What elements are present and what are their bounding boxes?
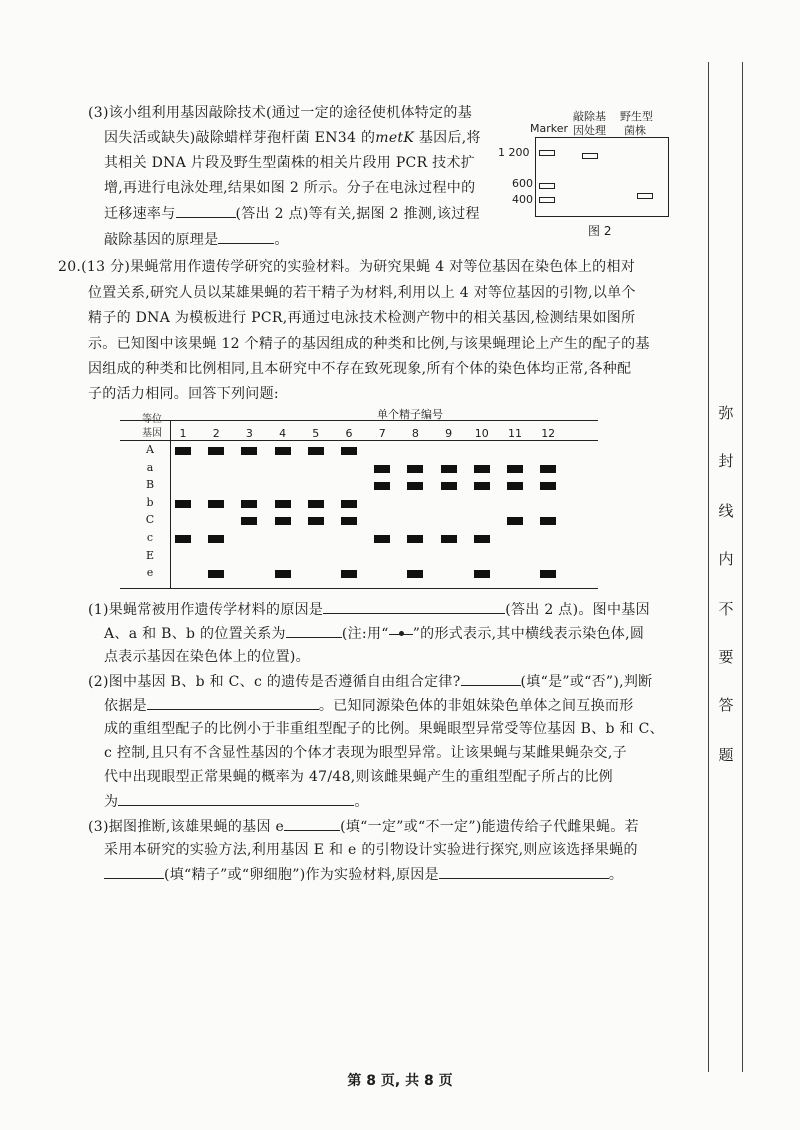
q20-p2-line-1 (88, 670, 652, 693)
q20-p1-line-2 (104, 622, 644, 645)
side-char-5: 不 (718, 600, 734, 618)
side-char-1: 弥 (718, 404, 734, 422)
sperm-number-10: 10 (474, 427, 489, 440)
q20-line-2: 位置关系,研究人员以某雄果蝇的若干精子为材料,利用以上 4 对等位基因的引物,以单个 (88, 285, 636, 301)
gel-band-B-12 (540, 482, 556, 490)
gel-band-b-4 (275, 500, 291, 508)
gel-band-a-10 (474, 465, 490, 473)
gel-band-b-2 (208, 500, 224, 508)
gel-header-left-1: 等位 (142, 414, 162, 425)
fig2-wild-band (637, 193, 653, 199)
gel-band-c-9 (441, 535, 457, 543)
gel-band-C-12 (540, 517, 556, 525)
binding-line-left (708, 62, 709, 1072)
gel-band-c-1 (175, 535, 191, 543)
gel-band-A-5 (308, 447, 324, 455)
fig2-marker-band-1200 (539, 150, 555, 156)
answer-blank-position[interactable] (286, 622, 342, 638)
gel-band-c-7 (374, 535, 390, 543)
answer-blank-inherit[interactable] (284, 815, 340, 831)
side-char-7: 答 (718, 696, 734, 714)
q20-p3-l1b: (填“一定”或“不一定”)能遗传给子代雌果蝇。若 (340, 819, 639, 835)
q19-line-2 (104, 127, 481, 149)
answer-blank-ratio[interactable] (118, 790, 354, 806)
q20-p2-line-2 (104, 694, 634, 717)
sperm-number-7: 7 (378, 427, 386, 440)
q20-p1-l1a: (1)果蝇常被用作遗传学材料的原因是 (88, 602, 324, 618)
q19-line-2-text: 因失活或缺失)敲除蜡样芽孢杆菌 EN34 的 (104, 130, 376, 146)
answer-blank-reason[interactable] (323, 598, 505, 614)
q19-line-6-tail: 。 (274, 232, 289, 248)
q20-p2-line-4: c 控制,且只有不含显性基因的个体才表现为眼型异常。让该果蝇与某雌果蝇杂交,子 (104, 745, 627, 761)
gel-band-C-5 (308, 517, 324, 525)
gel-band-A-1 (175, 447, 191, 455)
gel-band-A-4 (275, 447, 291, 455)
fig2-gel-frame (535, 137, 669, 217)
gel-band-b-3 (241, 500, 257, 508)
gel-band-B-11 (507, 482, 523, 490)
gel-band-e-2 (208, 570, 224, 578)
q20-p1-line-1 (88, 598, 650, 621)
gel-band-B-8 (407, 482, 423, 490)
q20-p1-l1b: (答出 2 点)。图中基因 (505, 602, 650, 618)
q20-p2-line-5: 代中出现眼型正常果蝇的概率为 47/48,则该雌果蝇产生的重组型配子所占的比例 (104, 769, 613, 785)
q20-p3-l1a: (3)据图推断,该雄果蝇的基因 e (88, 819, 285, 835)
gel-band-a-7 (374, 465, 390, 473)
fig2-size-400: 400 (512, 193, 533, 206)
gel-band-C-6 (341, 517, 357, 525)
gene-label-C: C (145, 513, 155, 527)
q20-p2-l1b: (填“是”或“否”),判断 (520, 674, 653, 690)
answer-blank-material[interactable] (104, 863, 164, 879)
q20-p3-line-3 (104, 863, 623, 886)
answer-blank-free-comb[interactable] (461, 670, 521, 686)
gel-band-A-6 (341, 447, 357, 455)
q20-p2-l6a: 为 (104, 794, 119, 810)
q20-p2-l2a: 依据是 (104, 698, 147, 714)
fig2-marker-band-400 (539, 197, 555, 203)
sperm-number-3: 3 (245, 427, 253, 440)
gene-label-a: a (146, 460, 154, 474)
q20-p3-l3b: 。 (608, 867, 624, 883)
q20-p1-l2c: ”的形式表示,其中横线表示染色体,圆 (412, 626, 645, 642)
answer-blank-rate[interactable] (176, 202, 236, 218)
gene-label-e: e (146, 566, 154, 580)
sperm-number-8: 8 (411, 427, 419, 440)
gel-band-e-10 (474, 570, 490, 578)
gel-divider (170, 420, 171, 588)
q20-p2-line-3: 成的重组型配子的比例小于非重组型配子的比例。果蝇眼型异常受等位基因 B、b 和 C、 (104, 721, 664, 737)
q20-p3-line-1 (88, 815, 639, 838)
gene-label-c: c (146, 531, 154, 544)
sperm-number-6: 6 (345, 427, 353, 440)
fig2-col-marker: Marker (530, 122, 569, 135)
metk-gene: metK (375, 130, 415, 146)
gel-band-a-9 (441, 465, 457, 473)
gel-band-c-8 (407, 535, 423, 543)
q19-line-1: (3)该小组利用基因敲除技术(通过一定的途径使机体特定的基 (88, 105, 472, 121)
fig2-col-wild-1: 野生型 (620, 110, 653, 123)
gel-band-c-10 (474, 535, 490, 543)
gel-band-e-12 (540, 570, 556, 578)
side-char-6: 要 (718, 648, 734, 666)
gel-band-a-8 (407, 465, 423, 473)
gel-header-left-2: 基因 (142, 428, 162, 439)
gel-band-C-11 (507, 517, 523, 525)
gene-label-b: b (146, 495, 154, 509)
q20-p3-line-2: 采用本研究的实验方法,利用基因 E 和 e 的引物设计实验进行探究,则应该选择果蝇的 (104, 842, 638, 858)
gene-label-B: B (145, 478, 155, 492)
binding-line-right (742, 62, 743, 1072)
fig2-size-1200: 1 200 (498, 146, 530, 159)
q20-p3-l3a: (填“精子”或“卵细胞”)作为实验材料,原因是 (164, 867, 439, 883)
side-char-4: 内 (718, 550, 734, 568)
sperm-number-5: 5 (312, 427, 320, 440)
side-char-8: 题 (718, 746, 734, 764)
q20-line-6: 子的活力相同。回答下列问题: (88, 386, 279, 402)
gel-band-b-6 (341, 500, 357, 508)
q20-line-5: 因组成的种类和比例相同,且本研究中不存在致死现象,所有个体的染色体均正常,各种配 (88, 361, 632, 377)
gel-band-B-9 (441, 482, 457, 490)
gel-band-B-10 (474, 482, 490, 490)
q19-line-5 (104, 202, 480, 225)
side-char-3: 线 (718, 502, 734, 520)
gel-band-e-6 (341, 570, 357, 578)
gel-band-e-8 (407, 570, 423, 578)
q20-p2-l2b: 。已知同源染色体的非姐妹染色单体之间互换而形 (318, 698, 634, 714)
q20-line-1: 20.(13 分)果蝇常用作遗传学研究的实验材料。为研究果蝇 4 对等位基因在染色体上的相对 (58, 259, 636, 275)
fig2-col-knockout-2: 因处理 (573, 124, 606, 137)
gel-band-B-7 (374, 482, 390, 490)
sperm-number-12: 12 (541, 427, 556, 440)
q20-line-4: 示。已知图中该果蝇 12 个精子的基因组成的种类和比例,与该果蝇理论上产生的配子的基 (88, 336, 650, 352)
q19-line-5-tail: (答出 2 点)等有关,据图 2 推测,该过程 (235, 206, 480, 222)
fig2-size-600: 600 (512, 177, 533, 190)
answer-blank-material-reason[interactable] (439, 863, 609, 879)
gel-band-A-2 (208, 447, 224, 455)
gel-band-C-4 (275, 517, 291, 525)
answer-blank-basis[interactable] (147, 694, 319, 710)
side-char-2: 封 (718, 452, 734, 470)
gel-band-e-4 (275, 570, 291, 578)
gel-band-a-12 (540, 465, 556, 473)
gene-label-E: E (145, 548, 155, 562)
fig2-marker-band-600 (539, 183, 555, 189)
q19-line-4: 增,再进行电泳处理,结果如图 2 所示。分子在电泳过程中的 (104, 180, 476, 196)
q19-line-6-text: 敲除基因的原理是 (104, 232, 219, 248)
answer-blank-principle[interactable] (218, 228, 274, 244)
q19-line-5-text: 迁移速率与 (104, 206, 176, 222)
page-footer: 第 8 页, 共 8 页 (347, 1073, 453, 1089)
sperm-number-1: 1 (179, 427, 187, 440)
fig2-knockout-band (582, 153, 598, 159)
gel-band-C-3 (241, 517, 257, 525)
q20-line-3: 精子的 DNA 为模板进行 PCR,再通过电泳技术检测产物中的相关基因,检测结果如图所 (88, 310, 636, 326)
gel-header-right: 单个精子编号 (377, 408, 443, 421)
gel-bottom-rule (120, 588, 598, 589)
gel-header-rule (120, 440, 598, 441)
q19-line-3: 其相关 DNA 片段及野生型菌株的相关片段用 PCR 技术扩 (104, 155, 476, 171)
gel-band-A-3 (241, 447, 257, 455)
q19-line-6 (104, 228, 289, 251)
gel-band-a-11 (507, 465, 523, 473)
gel-band-c-2 (208, 535, 224, 543)
sperm-number-9: 9 (445, 427, 453, 440)
q20-p1-l2b: (注:用“ (341, 626, 389, 642)
gene-label-A: A (146, 443, 154, 456)
q20-p1-line-3: 点表示基因在染色体上的位置)。 (104, 649, 310, 665)
q20-p2-l6b: 。 (354, 794, 369, 810)
sperm-number-11: 11 (508, 427, 522, 440)
q20-p1-l2a: A、a 和 B、b 的位置关系为 (104, 626, 286, 642)
q20-p2-line-6 (104, 790, 369, 813)
sperm-number-2: 2 (212, 427, 220, 440)
q20-p2-l1a: (2)图中基因 B、b 和 C、c 的遗传是否遵循自由组合定律? (88, 674, 461, 690)
q19-line-2-tail: 基因后,将 (414, 130, 481, 146)
gel-band-b-5 (308, 500, 324, 508)
fig2-caption: 图 2 (588, 224, 612, 238)
chromosome-notation-icon (389, 628, 413, 638)
sperm-number-4: 4 (279, 427, 287, 440)
fig2-col-wild-2: 菌株 (624, 124, 646, 137)
gel-band-b-1 (175, 500, 191, 508)
fig2-col-knockout-1: 敲除基 (573, 110, 606, 123)
